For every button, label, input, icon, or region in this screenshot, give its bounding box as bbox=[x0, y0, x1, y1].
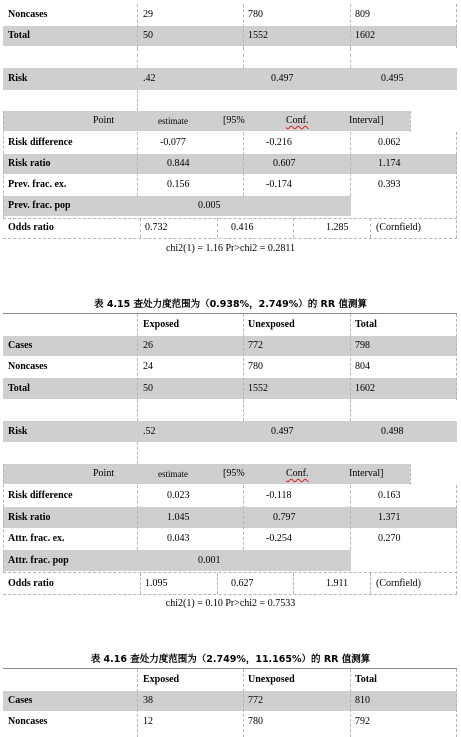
cell-ci-high: 0.062 bbox=[378, 137, 401, 148]
column-header-row bbox=[3, 315, 457, 335]
cell-unexposed: 0.497 bbox=[271, 73, 294, 84]
cell-total: 809 bbox=[355, 9, 370, 20]
cell-ci-high: 1.174 bbox=[378, 158, 401, 169]
cell-estimate: 1.095 bbox=[145, 577, 168, 589]
header-estimate: estimate bbox=[158, 468, 188, 479]
table-row bbox=[3, 175, 457, 195]
cell-estimate: 0.156 bbox=[167, 179, 190, 190]
table-row bbox=[3, 218, 457, 238]
table-4-16 bbox=[3, 668, 458, 737]
cell-ci-low: -0.118 bbox=[266, 490, 292, 501]
cell-method: (Cornfield) bbox=[376, 222, 421, 233]
cell-ci-low: -0.174 bbox=[266, 179, 292, 190]
cell-unexposed: 772 bbox=[248, 695, 263, 706]
cell-exposed: 26 bbox=[143, 340, 153, 351]
table-row bbox=[3, 196, 351, 216]
cell-estimate: 1.045 bbox=[167, 511, 190, 523]
table-row bbox=[3, 357, 457, 377]
header-exposed: Exposed bbox=[143, 319, 180, 330]
cell-estimate: 0.005 bbox=[198, 200, 221, 211]
table-row bbox=[3, 486, 457, 506]
header-exposed: Exposed bbox=[143, 674, 180, 685]
table-row bbox=[3, 573, 457, 594]
cell-ci-high: 0.393 bbox=[378, 179, 401, 190]
table-4-15-title: 表 4.15 查处力度范围为（0.938%，2.749%）的 RR 值测算 bbox=[94, 299, 367, 310]
row-label: Total bbox=[8, 382, 30, 394]
table-row bbox=[3, 550, 351, 571]
cell-total: 1602 bbox=[355, 30, 375, 41]
row-label: Risk ratio bbox=[8, 158, 51, 169]
cell-total: 0.495 bbox=[381, 73, 404, 84]
header-point: Point bbox=[93, 115, 115, 126]
row-label: Risk difference bbox=[8, 490, 73, 501]
cell-unexposed: 780 bbox=[248, 361, 263, 372]
cell-total: 1602 bbox=[355, 382, 375, 394]
row-label: Risk bbox=[8, 73, 28, 84]
table-row bbox=[3, 378, 457, 399]
header-total: Total bbox=[355, 674, 377, 685]
cell-unexposed: 780 bbox=[248, 716, 263, 727]
header-estimate: estimate bbox=[158, 115, 188, 126]
cell-ci-low: 0.416 bbox=[231, 222, 254, 233]
header-ci95: [95% bbox=[223, 115, 245, 126]
cell-exposed: 50 bbox=[143, 30, 153, 41]
cell-estimate: 0.844 bbox=[167, 158, 190, 169]
row-label: Cases bbox=[8, 340, 33, 351]
cell-estimate: -0.077 bbox=[160, 137, 186, 148]
cell-ci-low: -0.216 bbox=[266, 137, 292, 148]
table-row bbox=[3, 154, 457, 174]
row-label: Risk difference bbox=[8, 137, 73, 148]
cell-exposed: .52 bbox=[143, 425, 156, 437]
row-label: Odds ratio bbox=[8, 577, 54, 589]
cell-unexposed: 1552 bbox=[248, 30, 268, 41]
measures-header bbox=[3, 111, 410, 131]
row-label: Attr. frac. pop bbox=[8, 554, 69, 566]
cell-unexposed: 780 bbox=[248, 9, 263, 20]
row-label: Risk bbox=[8, 425, 28, 437]
column-header-row bbox=[3, 670, 457, 690]
table-row bbox=[3, 712, 457, 732]
cell-ci-high: 0.270 bbox=[378, 533, 401, 544]
cell-unexposed: 772 bbox=[248, 340, 263, 351]
table-row bbox=[3, 691, 457, 711]
cell-ci-high: 1.911 bbox=[326, 577, 349, 589]
cell-ci-low: 0.607 bbox=[273, 158, 296, 169]
cell-total: 798 bbox=[355, 340, 370, 351]
cell-ci-low: 0.797 bbox=[273, 511, 296, 523]
table-row bbox=[3, 5, 457, 25]
cell-estimate: 0.732 bbox=[145, 222, 168, 233]
cell-total: 804 bbox=[355, 361, 370, 372]
table-4-15 bbox=[3, 313, 458, 595]
header-unexposed: Unexposed bbox=[248, 319, 295, 330]
cell-ci-high: 1.371 bbox=[378, 511, 401, 523]
row-label: Odds ratio bbox=[8, 222, 54, 233]
table-row bbox=[3, 133, 457, 153]
header-unexposed: Unexposed bbox=[248, 674, 295, 685]
table-row bbox=[3, 421, 457, 442]
row-label: Noncases bbox=[8, 716, 48, 727]
cell-estimate: 0.043 bbox=[167, 533, 190, 544]
chi-square-caption: chi2(1) = 0.10 Pr>chi2 = 0.7533 bbox=[165, 598, 296, 609]
cell-exposed: 29 bbox=[143, 9, 153, 20]
row-label: Noncases bbox=[8, 9, 48, 20]
header-conf: Conf. bbox=[286, 468, 309, 479]
cell-exposed: .42 bbox=[143, 73, 156, 84]
header-total: Total bbox=[355, 319, 377, 330]
cell-ci-high: 1.285 bbox=[326, 222, 349, 233]
cell-unexposed: 1552 bbox=[248, 382, 268, 394]
row-label: Attr. frac. ex. bbox=[8, 533, 65, 544]
table-top bbox=[3, 0, 458, 240]
cell-exposed: 12 bbox=[143, 716, 153, 727]
row-label: Total bbox=[8, 30, 30, 41]
header-conf: Conf. bbox=[286, 115, 309, 126]
cell-ci-low: 0.627 bbox=[231, 577, 254, 589]
table-row bbox=[3, 68, 457, 90]
row-label: Cases bbox=[8, 695, 33, 706]
row-label: Noncases bbox=[8, 361, 48, 372]
cell-unexposed: 0.497 bbox=[271, 425, 294, 437]
header-ci95: [95% bbox=[223, 468, 245, 479]
cell-estimate: 0.023 bbox=[167, 490, 190, 501]
row-label: Prev. frac. pop bbox=[8, 200, 71, 211]
row-label: Risk ratio bbox=[8, 511, 51, 523]
cell-exposed: 38 bbox=[143, 695, 153, 706]
measures-header bbox=[3, 464, 410, 484]
cell-exposed: 50 bbox=[143, 382, 153, 394]
header-interval: Interval] bbox=[349, 115, 384, 126]
cell-ci-low: -0.254 bbox=[266, 533, 292, 544]
header-interval: Interval] bbox=[349, 468, 384, 479]
cell-method: (Cornfield) bbox=[376, 577, 421, 589]
chi-square-caption: chi2(1) = 1.16 Pr>chi2 = 0.2811 bbox=[165, 243, 296, 254]
table-4-16-title: 表 4.16 查处力度范围为（2.749%，11.165%）的 RR 值测算 bbox=[90, 654, 371, 665]
cell-estimate: 0.001 bbox=[198, 554, 221, 566]
table-row bbox=[3, 26, 457, 46]
cell-ci-high: 0.163 bbox=[378, 490, 401, 501]
table-row bbox=[3, 507, 457, 528]
row-label: Prev. frac. ex. bbox=[8, 179, 67, 190]
table-row bbox=[3, 529, 457, 549]
cell-total: 792 bbox=[355, 716, 370, 727]
cell-exposed: 24 bbox=[143, 361, 153, 372]
cell-total: 810 bbox=[355, 695, 370, 706]
table-row bbox=[3, 336, 457, 356]
cell-total: 0.498 bbox=[381, 425, 404, 437]
header-point: Point bbox=[93, 468, 115, 479]
